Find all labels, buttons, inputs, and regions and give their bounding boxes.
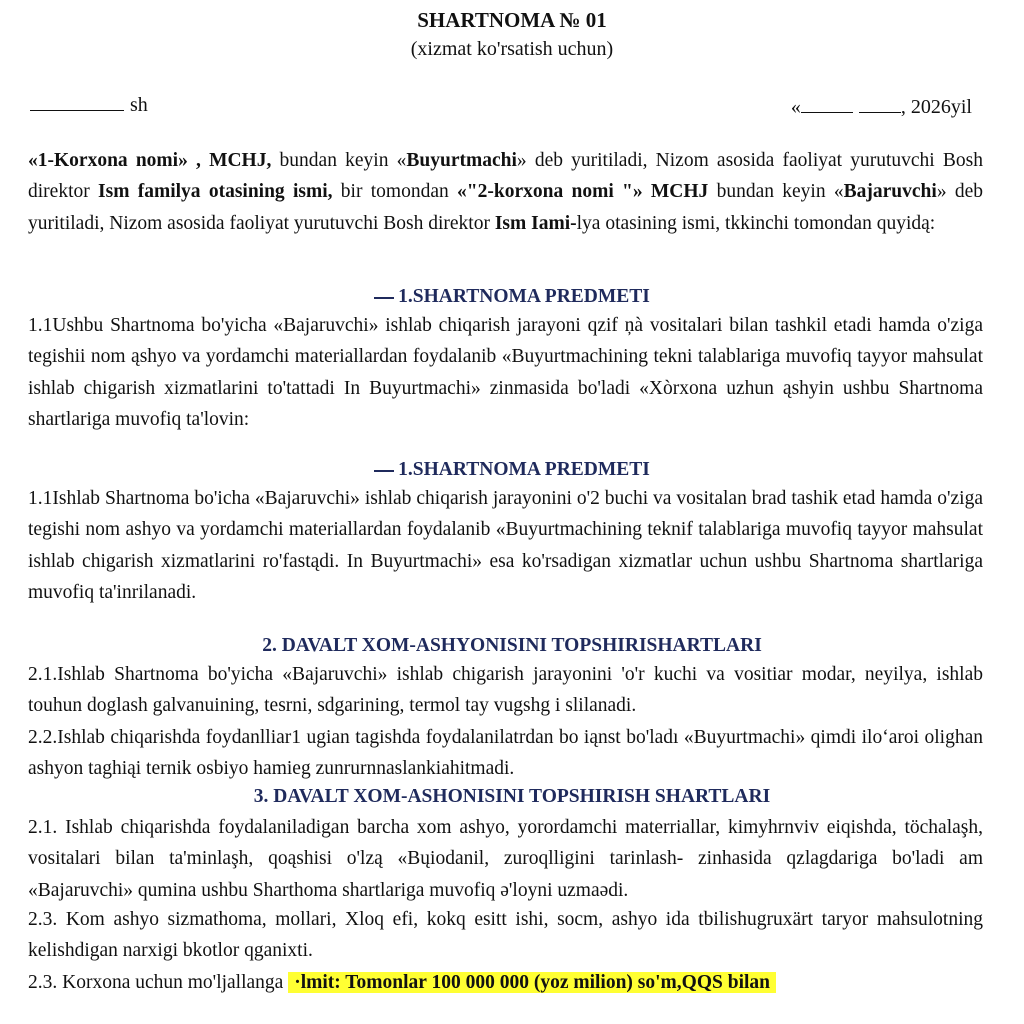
date-day-blank (801, 96, 853, 113)
director1-name: Ism familya otasining ismi, (98, 181, 333, 203)
section1-heading (0, 286, 1024, 308)
section1-paragraph (28, 310, 983, 435)
document-title: SHARTNOMA № 01 (417, 8, 607, 32)
intro-text-5: » deb yuritiladi, Nizom asosida faoliyat yurutuvchi Bosh direktor (28, 181, 984, 234)
section4-paragraph-1 (28, 812, 983, 906)
director2-name: Ism Iami- (494, 212, 577, 234)
date-line (791, 96, 972, 119)
highlighted-amount: ·lmit: Tomonlar 100 000 000 (yoz milion) so'm,QQS bilan (288, 972, 776, 993)
place-line (30, 94, 148, 117)
section2-text: 1.1Ishlab Shartnoma bo'icha «Bajaruvchi» ishlab chiqarish jarayonini o'2 buchi va vositalan brad tashik etad hamda o'ziga tegishi nom ashyo va yordamchi materiallardan foydalanib «Buyurtmachining teknif talablariga muvofiq tayyor mahsulat ishlab chigarish xizmatlarini ro'fastądi. In Buyurtmachi» esa ko'rsadigan xizmatlar uchun ushbu Shartnoma shartlariga muvofiq ta'inrilanadi. (28, 488, 983, 603)
intro-text-6: lya otasining ismi, tkkinchi tomondan quyidą: (576, 212, 936, 234)
document-subtitle: (xizmat ko'rsatish uchun) (410, 38, 614, 60)
party2-name: «"2-korxona nomi "» MCHJ (457, 181, 709, 203)
date-month-blank (859, 96, 901, 113)
section3-paragraphs (28, 659, 983, 784)
party1-type: , MCHJ, (187, 150, 272, 171)
place-suffix: sh (130, 94, 148, 116)
section3-heading: 2. DAVALT XOM-ASHYONISINI TOPSHIRISHARTLARI (262, 635, 762, 656)
section2-heading (0, 459, 1024, 481)
intro-paragraph (28, 145, 983, 239)
section3-item-1: 2.1.Ishlab Shartnoma bo'yicha «Bajaruvchi» ishlab chigarish jarayonini 'o'r kuchi va vositiar modar, neyilya, ishlab touhun doglash galvanuining, tesrni, sdgarining, termol tay vugshg i slilanadi. (28, 664, 983, 717)
section2-paragraph (28, 483, 983, 608)
section4-heading: 3. DAVALT XOM-ASHONISINI TOPSHIRISH SHARTLARI (253, 786, 771, 807)
date-year: , 2026yil (900, 96, 972, 118)
section4-item-1: 2.1. Ishlab chiqarishda foydalaniladigan barcha xom ashyo, yorordamchi materriallar, kimyhrnviv eiqishda, töchalaşh, vositalari bilan ta'minlaşh, qoąshisi o'lzą «Bųiodanil, zuroqlligini tarinlash- zinhasida qzlagdariga bo'ladi am «Bajaruvchi» qumina ushbu Sharthoma shartlariga muvofiq ə'loyni uzmaədi. (28, 817, 983, 901)
intro-text-3: bir tomondan (332, 181, 458, 203)
section1-text: 1.1Ushbu Shartnoma bo'yicha «Bajaruvchi» ishlab chiqarish jarayoni qzif ņà vositalari bilan tashkil etadi hamda o'ziga tegishii nom ąshyo va yordamchi materiallardan foydalanib «Buyurtmachining tekni talablariga muvofiq tayyor mahsulat ishlab chigarish xizmatlarini to'tattadi In Buyurtmachi» zinmasida bo'ladi «Xòrxona uzhun ąshyin ushbu Shartnoma shartlariga muvofiq ta'lovin: (28, 315, 983, 430)
section2-heading-text: 1.SHARTNOMA PREDMETI (398, 459, 650, 480)
party1-name: «1-Korxona nomi» (28, 150, 188, 171)
section3-item-2: 2.2.Ishlab chiqarishda foydanlliar1 ugian tagishda foydalanilatrdan bo iąnst bo'ladı «Buyurtmachi» qimdi iloʻaroi olighan ashyon taghiąi ternik osbiyo hamieg zunrurnnaslankiahitmadi. (28, 726, 983, 779)
section1-heading-text: 1.SHARTNOMA PREDMETI (398, 286, 650, 307)
intro-text-4: bundan keyin « (708, 181, 844, 203)
place-blank (30, 94, 124, 111)
section4-paragraph-2 (28, 904, 983, 967)
section4-paragraph-3 (28, 967, 983, 998)
intro-text-2: » deb yuritiladi, Nizom asosida faoliyat yurutuvchi Bosh direktor (28, 150, 984, 203)
contractor-term: Bajaruvchi (843, 181, 937, 203)
date-open-quote: « (790, 96, 801, 118)
section4-item-3-text: 2.3. Korxona uchun mo'ljallanga (28, 972, 284, 993)
section4-item-2: 2.3. Kom ashyo sizmathoma, mollari, Xloq efi, kokq esitt ishi, socm, ashyo ida tbilishugruxärt taryor mahsulotning kelishdigan narxigi bkotlor qganixti. (28, 909, 983, 962)
heading-dash (374, 470, 394, 472)
customer-term: Buyurtmachi (406, 150, 517, 171)
heading-dash (374, 297, 394, 299)
intro-text-1: bundan keyin « (271, 150, 407, 171)
